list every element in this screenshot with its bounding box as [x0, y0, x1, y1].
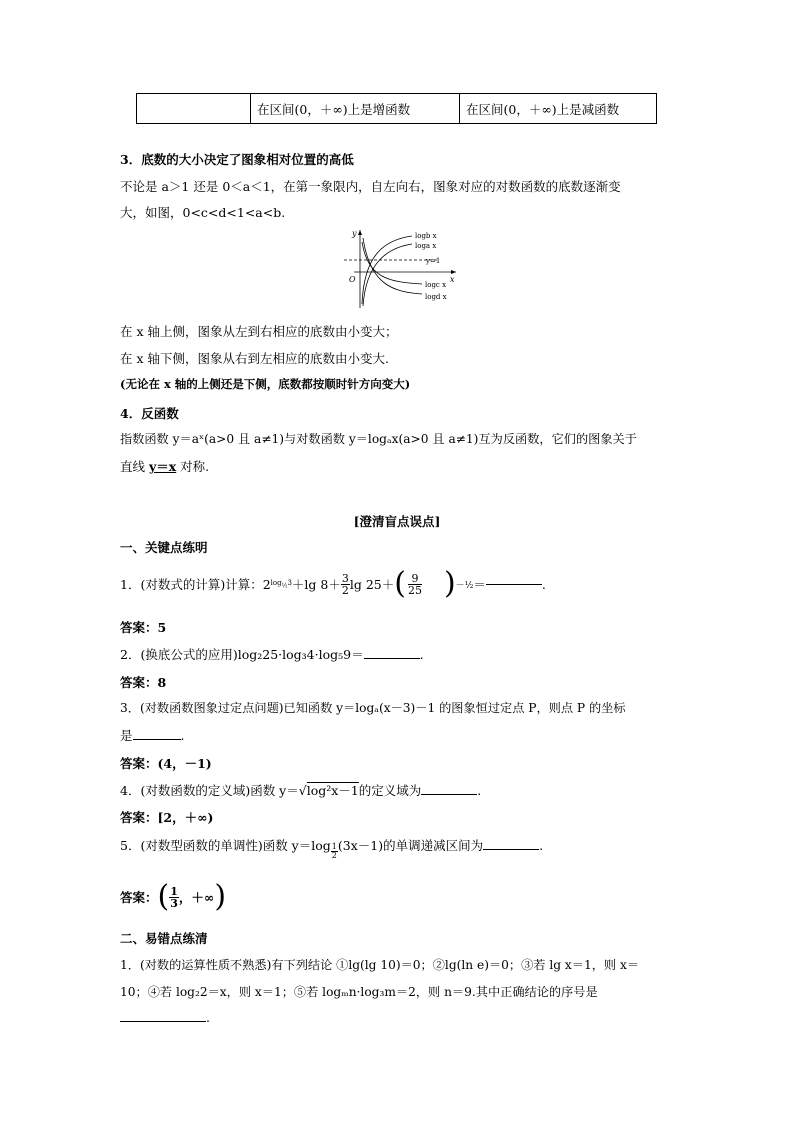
answer-4: 答案：[2，＋∞) — [120, 810, 214, 825]
q4-period: . — [477, 783, 482, 798]
y-axis-arrow — [358, 230, 362, 235]
table-cell-empty — [137, 94, 251, 124]
section-3-paragraph-line2: 大，如图，0<c<d<1<a<b. — [120, 205, 286, 220]
a5-fraction — [169, 886, 179, 909]
q1-prefix: 1．(对数式的计算)计算：2 — [120, 577, 271, 592]
answer-2: 答案：8 — [120, 675, 167, 690]
center-title: [澄清盲点误点] — [353, 514, 441, 529]
below-axis-text: 在 x 轴下侧，图象从右到左相应的底数由小变大. — [120, 351, 389, 366]
q1-paren-fraction — [408, 573, 422, 596]
question-2 — [120, 645, 424, 663]
part-2-question-1-line2: 10；④若 log₂2＝x，则 x＝1；⑤若 logₘn·log₃m＝2，则 n＝9.其中正确结论的序号是 — [120, 985, 598, 999]
a5-fraction-den: 3 — [170, 896, 178, 910]
part-1-heading: 一、关键点练明 — [120, 540, 208, 555]
answer-1: 答案：5 — [120, 620, 167, 635]
y1-label: y=1 — [426, 257, 441, 265]
curve-label-b: logb x — [415, 232, 437, 240]
q1-paren-close: ) — [443, 566, 456, 601]
q1-fraction-num: 3 — [341, 571, 349, 585]
answer-5 — [120, 880, 226, 914]
x-axis-arrow — [451, 270, 456, 274]
a5-label: 答案： — [120, 890, 158, 905]
q1-answer-blank[interactable] — [486, 583, 542, 585]
section-3-paragraph-line1: 不论是 a＞1 还是 0＜a＜1，在第一象限内，自左向右，图象对应的对数函数的底数逐渐变 — [120, 179, 621, 194]
q1-equals: ＝ — [473, 577, 486, 592]
above-axis-text: 在 x 轴上侧，图象从左到右相应的底数由小变大； — [120, 324, 398, 339]
y-axis-label: y — [352, 229, 357, 238]
q1-fraction — [341, 573, 350, 596]
part-2-question-1-line1: 1．(对数的运算性质不熟悉)有下列结论 ①lg(lg 10)＝0；②lg(ln e)＝0；③若 lg x＝1，则 x＝ — [120, 958, 640, 972]
q4-suffix: 的定义域为 — [358, 783, 422, 798]
question-3-line1: 3．(对数函数图象过定点问题)已知函数 y＝logₐ(x－3)－1 的图象恒过定点 P，则点 P 的坐标 — [120, 701, 626, 715]
question-5 — [120, 836, 543, 860]
q1-exponent: $\log_{\frac{1}{2}}3$ — [270, 578, 292, 590]
curve-label-d: logd x — [425, 293, 447, 301]
q1-paren-den: 25 — [407, 583, 422, 597]
section-4-paragraph-line2 — [120, 457, 209, 475]
q3-period: . — [180, 728, 185, 743]
curve-log-d — [363, 238, 422, 294]
curve-label-c: logc x — [425, 281, 447, 289]
origin-label: O — [349, 275, 356, 284]
q1-paren-num: 9 — [408, 573, 422, 585]
q1-paren-open: ( — [394, 566, 406, 601]
q2-text: 2．(换底公式的应用)log₂25·log₃4·log₅9＝ — [120, 647, 364, 662]
part-2-heading: 二、易错点练清 — [120, 931, 208, 946]
table-cell-decreasing: 在区间(0，＋∞)上是减函数 — [460, 94, 657, 124]
part-2-question-1-line3 — [120, 1010, 210, 1025]
log-curves-graph — [338, 226, 460, 310]
curve-log-a — [363, 244, 412, 306]
section-4-heading: 4．反函数 — [120, 406, 179, 421]
a5-suffix: ，＋∞ — [178, 890, 215, 905]
p2q1-answer-blank[interactable] — [120, 1020, 206, 1022]
q4-radicand: log²x－1 — [306, 783, 359, 798]
q5-base-fraction: $\frac{1}{2}$ — [331, 842, 337, 860]
a5-fraction-num: 1 — [170, 884, 178, 898]
q4-prefix: 4．(对数函数的定义域)函数 y＝ — [120, 783, 299, 798]
q2-period: . — [419, 647, 424, 662]
q1-period: . — [541, 576, 546, 592]
q3-shi: 是 — [120, 728, 133, 743]
q1-lg: lg 25＋ — [349, 577, 395, 592]
q5-answer-blank[interactable] — [483, 848, 539, 850]
table-cell-increasing: 在区间(0，＋∞)上是增函数 — [251, 94, 460, 124]
q4-answer-blank[interactable] — [421, 793, 477, 795]
q5-period: . — [539, 838, 544, 853]
q2-answer-blank[interactable] — [364, 657, 420, 659]
q3-answer-blank[interactable] — [133, 738, 181, 740]
sqrt-symbol: √ — [298, 783, 307, 798]
curve-label-a: loga x — [415, 242, 437, 250]
line-y-equals-x: y＝x — [148, 459, 177, 474]
curve-log-b — [362, 236, 412, 304]
answer-3: 答案：(4，－1) — [120, 756, 212, 771]
line-text: 直线 — [120, 459, 149, 474]
a5-paren-open: ( — [157, 879, 170, 914]
section-4-paragraph-line1: 指数函数 y＝aˣ(a>0 且 a≠1)与对数函数 y＝logₐx(a>0 且 a≠1)互为反函数，它们的图象关于 — [120, 432, 637, 446]
q1-fraction-den: 2 — [341, 583, 349, 597]
section-3-heading: 3．底数的大小决定了图象相对位置的高低 — [120, 152, 354, 167]
question-4 — [120, 781, 481, 799]
question-1 — [120, 566, 546, 602]
p2q1-period: . — [206, 1010, 210, 1025]
symmetry-text: 对称. — [176, 459, 210, 474]
q5-prefix: 5．(对数型函数的单调性)函数 y＝log — [120, 838, 331, 853]
clockwise-note: (无论在 x 轴的上侧还是下侧，底数都按顺时针方向变大) — [120, 377, 411, 391]
q1-paren-exponent: －½ — [455, 580, 474, 591]
q5-suffix: (3x－1)的单调递减区间为 — [337, 838, 484, 853]
a5-paren-close: ) — [214, 879, 227, 914]
property-table — [136, 93, 657, 124]
question-3-line2 — [120, 726, 185, 744]
q1-middle: ＋lg 8＋ — [291, 577, 341, 592]
x-axis-label: x — [450, 275, 455, 284]
